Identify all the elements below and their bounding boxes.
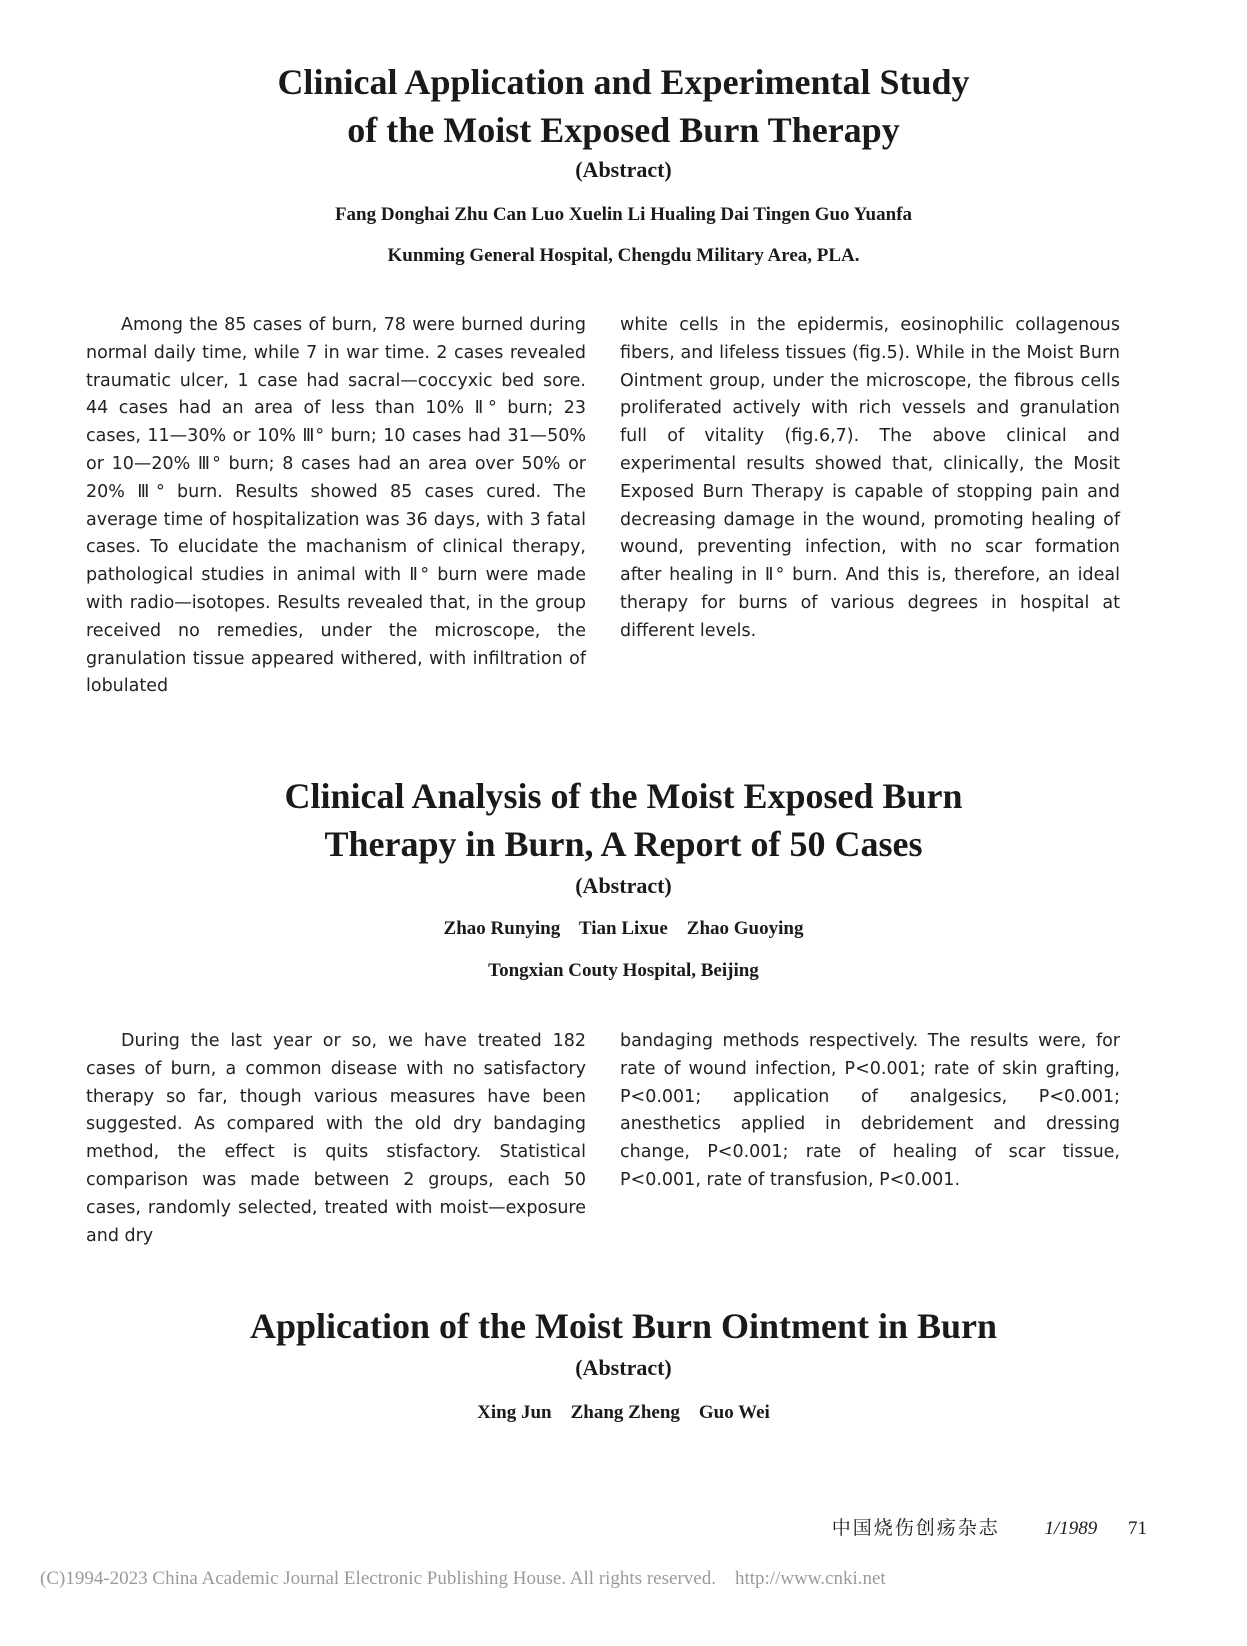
article3-authors: Xing Jun Zhang Zheng Guo Wei <box>477 1402 770 1423</box>
article1-body-right: white cells in the epidermis, eosinophilic collagenous fibers, and lifeless tissues (fig.5). While in the Moist Burn Ointment group, under the microscope, the fibrous cells proliferated actively with rich vessels and granulation full of vitality (fig.6,7). The above clinical and experimental results showed that, clinically, the Mosit Exposed Burn Therapy is capable of stopping pain and decreasing damage in the wound, promoting healing of wound, preventing infection, with no scar formation after healing in Ⅱ° burn. And this is, therefore, an ideal therapy for burns of various degrees in hospital at different levels. <box>620 315 1120 641</box>
article1-authors: Fang Donghai Zhu Can Luo Xuelin Li Hualing Dai Tingen Guo Yuanfa <box>334 204 913 225</box>
article1-title-line2: of the Moist Exposed Burn Therapy <box>347 110 900 150</box>
article2-affiliation: Tongxian Couty Hospital, Beijing <box>488 960 759 981</box>
page-footer <box>832 1513 1147 1540</box>
article1-body-left: Among the 85 cases of burn, 78 were burned during normal daily time, while 7 in war time. 2 cases revealed traumatic ulcer, 1 case had sacral—coccyxic bed sore. 44 cases had an area of less than 10% Ⅱ° burn; 23 cases, 11—30% or 10% Ⅲ° burn; 10 cases had 31—50% or 10—20% Ⅲ° burn; 8 cases had an area over 50% or 20% Ⅲ° burn. Results showed 85 cases cured. The average time of hospitalization was 36 days, with 3 fatal cases. To elucidate the machanism of clinical therapy, pathological studies in animal with Ⅱ° burn were made with radio—isotopes. Results revealed that, in the group received no remedies, under the microscope, the granulation tissue appeared withered, with infiltration of lobulated <box>86 315 586 697</box>
article3-abstract-label: (Abstract) <box>575 1355 672 1380</box>
article2-authors: Zhao Runying Tian Lixue Zhao Guoying <box>443 918 804 939</box>
article2-title-line2: Therapy in Burn, A Report of 50 Cases <box>324 824 923 864</box>
issue-number: 1/1989 <box>1044 1518 1098 1539</box>
article2-body-left: During the last year or so, we have treated 182 cases of burn, a common disease with no satisfactory therapy so far, though various measures have been suggested. As compared with the old dry bandaging method, the effect is quits stisfactory. Statistical comparison was made between 2 groups, each 50 cases, randomly selected, treated with moist—exposure and dry <box>86 1031 586 1246</box>
article1-title-line1: Clinical Application and Experimental Study <box>277 62 970 102</box>
article1-abstract-label: (Abstract) <box>575 157 672 182</box>
article3-title: Application of the Moist Burn Ointment in Burn <box>249 1306 998 1346</box>
article1-affiliation: Kunming General Hospital, Chengdu Military Area, PLA. <box>387 245 860 266</box>
journal-name: 中国烧伤创疡杂志 <box>831 1518 1000 1539</box>
article2-title-line1: Clinical Analysis of the Moist Exposed Burn <box>284 776 963 816</box>
copyright-notice: (C)1994-2023 China Academic Journal Electronic Publishing House. All rights reserved. http://www.cnki.net <box>40 1568 886 1589</box>
article2-body-right: bandaging methods respectively. The results were, for rate of wound infection, P<0.001; rate of skin grafting, P<0.001; application of analgesics, P<0.001; anesthetics applied in debridement and dressing change, P<0.001; rate of healing of scar tissue, P<0.001, rate of transfusion, P<0.001. <box>620 1031 1120 1190</box>
article2-abstract-label: (Abstract) <box>575 873 672 898</box>
page-number: 71 <box>1128 1518 1147 1539</box>
